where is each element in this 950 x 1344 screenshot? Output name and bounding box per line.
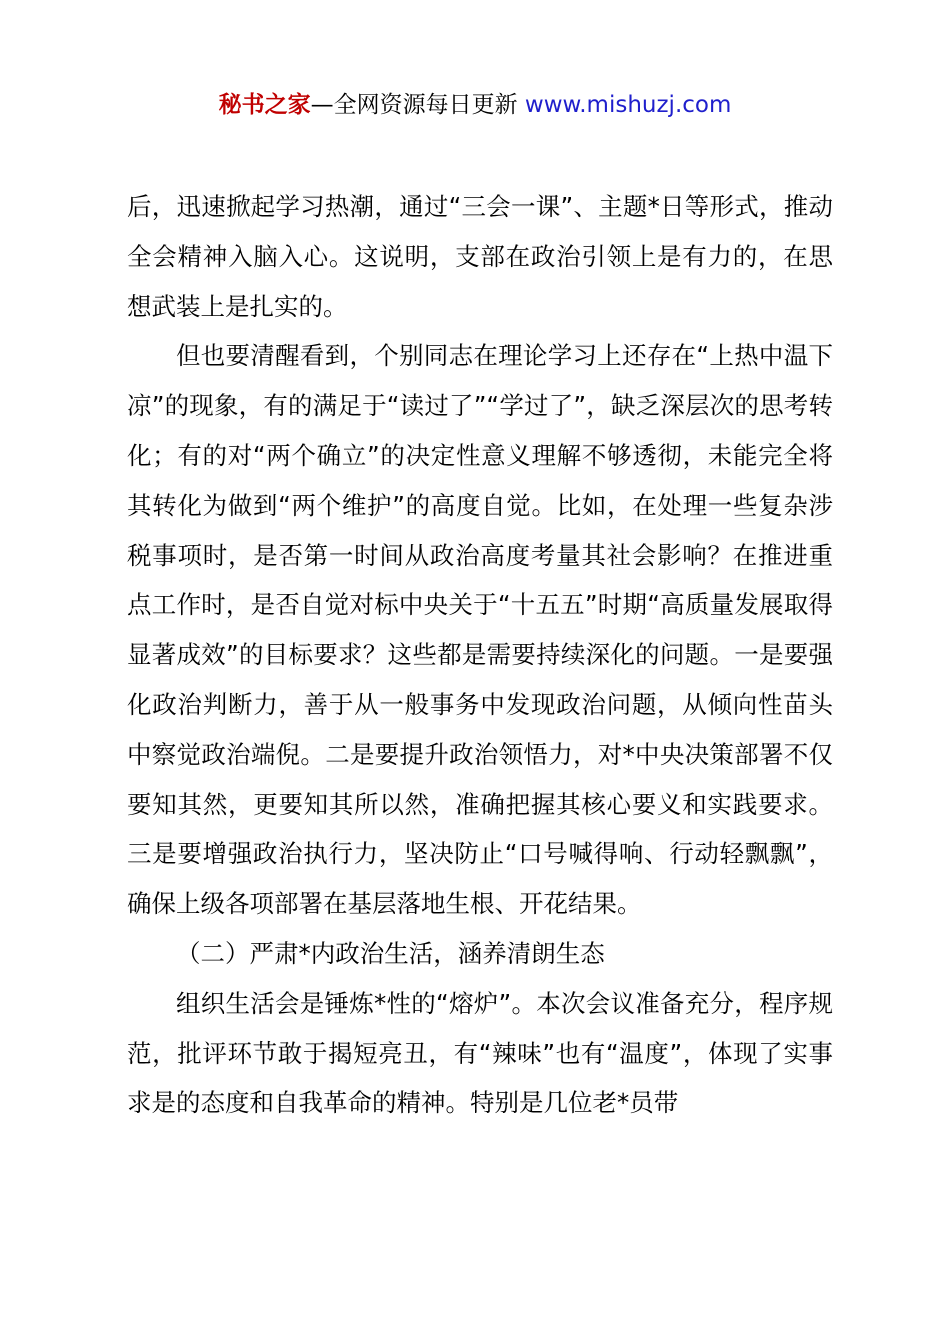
brand-name: 秘书之家 xyxy=(218,92,311,118)
document-body xyxy=(127,182,833,1128)
paragraph: 但也要清醒看到，个别同志在理论学习上还存在“上热中温下凉”的现象，有的满足于“读过了”“学过了”，缺乏深层次的思考转化；有的对“两个确立”的决定性意义理解不够透彻，未能完全将其转化为做到“两个维护”的高度自觉。比如，在处理一些复杂涉税事项时，是否第一时间从政治高度考量其社会影响？在推进重点工作时，是否自觉对标中央关于“十五五”时期“高质量发展取得显著成效”的目标要求？这些都是需要持续深化的问题。一是要强化政治判断力，善于从一般事务中发现政治问题，从倾向性苗头中察觉政治端倪。二是要提升政治领悟力，对*中央决策部署不仅要知其然，更要知其所以然，准确把握其核心要义和实践要求。三是要增强政治执行力，坚决防止“口号喊得响、行动轻飘飘”，确保上级各项部署在基层落地生根、开花结果。 xyxy=(127,341,833,919)
header-tagline: —全网资源每日更新 xyxy=(310,92,525,118)
page-header xyxy=(0,88,950,122)
section-heading: （二）严肃*内政治生活，涵养清朗生态 xyxy=(176,938,605,968)
paragraph: 组织生活会是锤炼*性的“熔炉”。本次会议准备充分，程序规范，批评环节敢于揭短亮丑，有“辣味”也有“温度”，体现了实事求是的态度和自我革命的精神。特别是几位老*员带 xyxy=(127,988,833,1118)
paragraph-continued: 后，迅速掀起学习热潮，通过“三会一课”、主题*日等形式，推动全会精神入脑入心。这说明，支部在政治引领上是有力的，在思想武装上是扎实的。 xyxy=(127,192,833,321)
website-link[interactable]: www.mishuzj.com xyxy=(524,92,732,118)
